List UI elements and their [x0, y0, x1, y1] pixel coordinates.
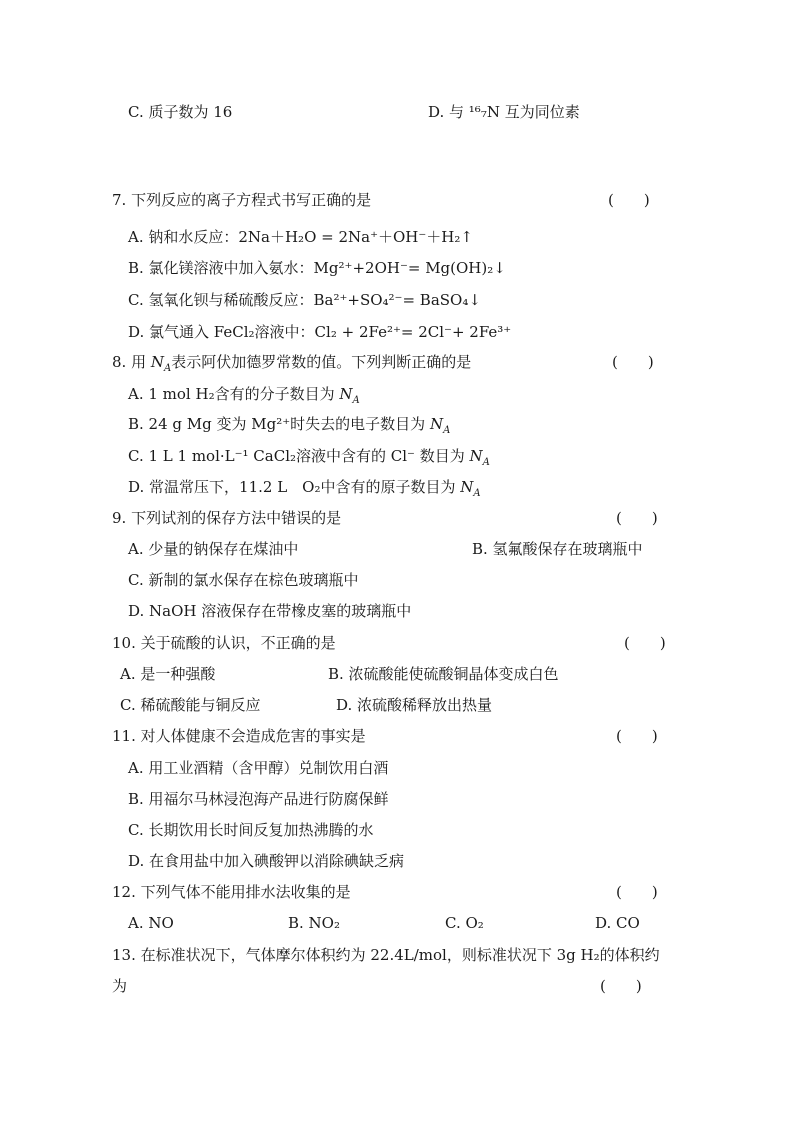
q13-answer-paren[interactable]: ( ): [600, 977, 642, 995]
q12-option-d[interactable]: D. CO: [595, 914, 640, 932]
q10-option-d[interactable]: D. 浓硫酸稀释放出热量: [336, 696, 493, 714]
q6-option-d[interactable]: D. 与 ¹⁶₇N 互为同位素: [428, 103, 580, 121]
q8-option-c[interactable]: C. 1 L 1 mol·L⁻¹ CaCl₂溶液中含有的 Cl⁻ 数目为 $N_A$: [128, 447, 490, 468]
q12-option-c[interactable]: C. O₂: [445, 914, 484, 932]
q8-option-a[interactable]: A. 1 mol H₂含有的分子数目为 $N_A$: [128, 385, 360, 406]
q10-option-c[interactable]: C. 稀硫酸能与铜反应: [120, 696, 261, 714]
q9-option-b[interactable]: B. 氢氟酸保存在玻璃瓶中: [472, 540, 643, 558]
q12-stem: 12. 下列气体不能用排水法收集的是: [112, 883, 351, 901]
q8-answer-paren[interactable]: ( ): [612, 353, 654, 371]
q12-answer-paren[interactable]: ( ): [616, 883, 658, 901]
q10-option-a[interactable]: A. 是一种强酸: [120, 665, 216, 683]
q7-answer-paren[interactable]: ( ): [608, 191, 650, 209]
q11-option-c[interactable]: C. 长期饮用长时间反复加热沸腾的水: [128, 821, 374, 839]
q9-option-d[interactable]: D. NaOH 溶液保存在带橡皮塞的玻璃瓶中: [128, 602, 412, 620]
q6-option-c[interactable]: C. 质子数为 16: [128, 103, 233, 121]
q10-option-b[interactable]: B. 浓硫酸能使硫酸铜晶体变成白色: [328, 665, 559, 683]
q9-stem: 9. 下列试剂的保存方法中错误的是: [112, 509, 342, 527]
q12-option-a[interactable]: A. NO: [128, 914, 174, 932]
q11-option-d[interactable]: D. 在食用盐中加入碘酸钾以消除碘缺乏病: [128, 852, 405, 870]
q9-option-c[interactable]: C. 新制的氯水保存在棕色玻璃瓶中: [128, 571, 359, 589]
q13-stem: 13. 在标准状况下，气体摩尔体积约为 22.4L/mol，则标准状况下 3g H₂的体积约: [112, 946, 660, 964]
q10-stem: 10. 关于硫酸的认识，不正确的是: [112, 634, 336, 652]
q7-option-c[interactable]: C. 氢氧化钡与稀硫酸反应：Ba²⁺+SO₄²⁻= BaSO₄↓: [128, 291, 481, 309]
q11-option-a[interactable]: A. 用工业酒精（含甲醇）兑制饮用白酒: [128, 759, 389, 777]
q7-stem: 7. 下列反应的离子方程式书写正确的是: [112, 191, 372, 209]
q13-stem-continuation: 为: [112, 977, 128, 995]
q11-answer-paren[interactable]: ( ): [616, 727, 658, 745]
q7-option-d[interactable]: D. 氯气通入 FeCl₂溶液中：Cl₂ + 2Fe²⁺= 2Cl⁻+ 2Fe³⁺: [128, 323, 512, 341]
q8-option-d[interactable]: D. 常温常压下，11.2 L O₂中含有的原子数目为 $N_A$: [128, 478, 481, 499]
q12-option-b[interactable]: B. NO₂: [288, 914, 340, 932]
q8-option-b[interactable]: B. 24 g Mg 变为 Mg²⁺时失去的电子数目为 $N_A$: [128, 415, 451, 436]
q10-answer-paren[interactable]: ( ): [624, 634, 666, 652]
q7-option-a[interactable]: A. 钠和水反应：2Na＋H₂O = 2Na⁺＋OH⁻＋H₂↑: [128, 228, 473, 246]
q11-stem: 11. 对人体健康不会造成危害的事实是: [112, 727, 366, 745]
q9-option-a[interactable]: A. 少量的钠保存在煤油中: [128, 540, 299, 558]
q8-stem: 8. 用 $N_A$表示阿伏加德罗常数的值。下列判断正确的是: [112, 353, 472, 374]
q9-answer-paren[interactable]: ( ): [616, 509, 658, 527]
q7-option-b[interactable]: B. 氯化镁溶液中加入氨水：Mg²⁺+2OH⁻= Mg(OH)₂↓: [128, 259, 506, 277]
q11-option-b[interactable]: B. 用福尔马林浸泡海产品进行防腐保鲜: [128, 790, 389, 808]
